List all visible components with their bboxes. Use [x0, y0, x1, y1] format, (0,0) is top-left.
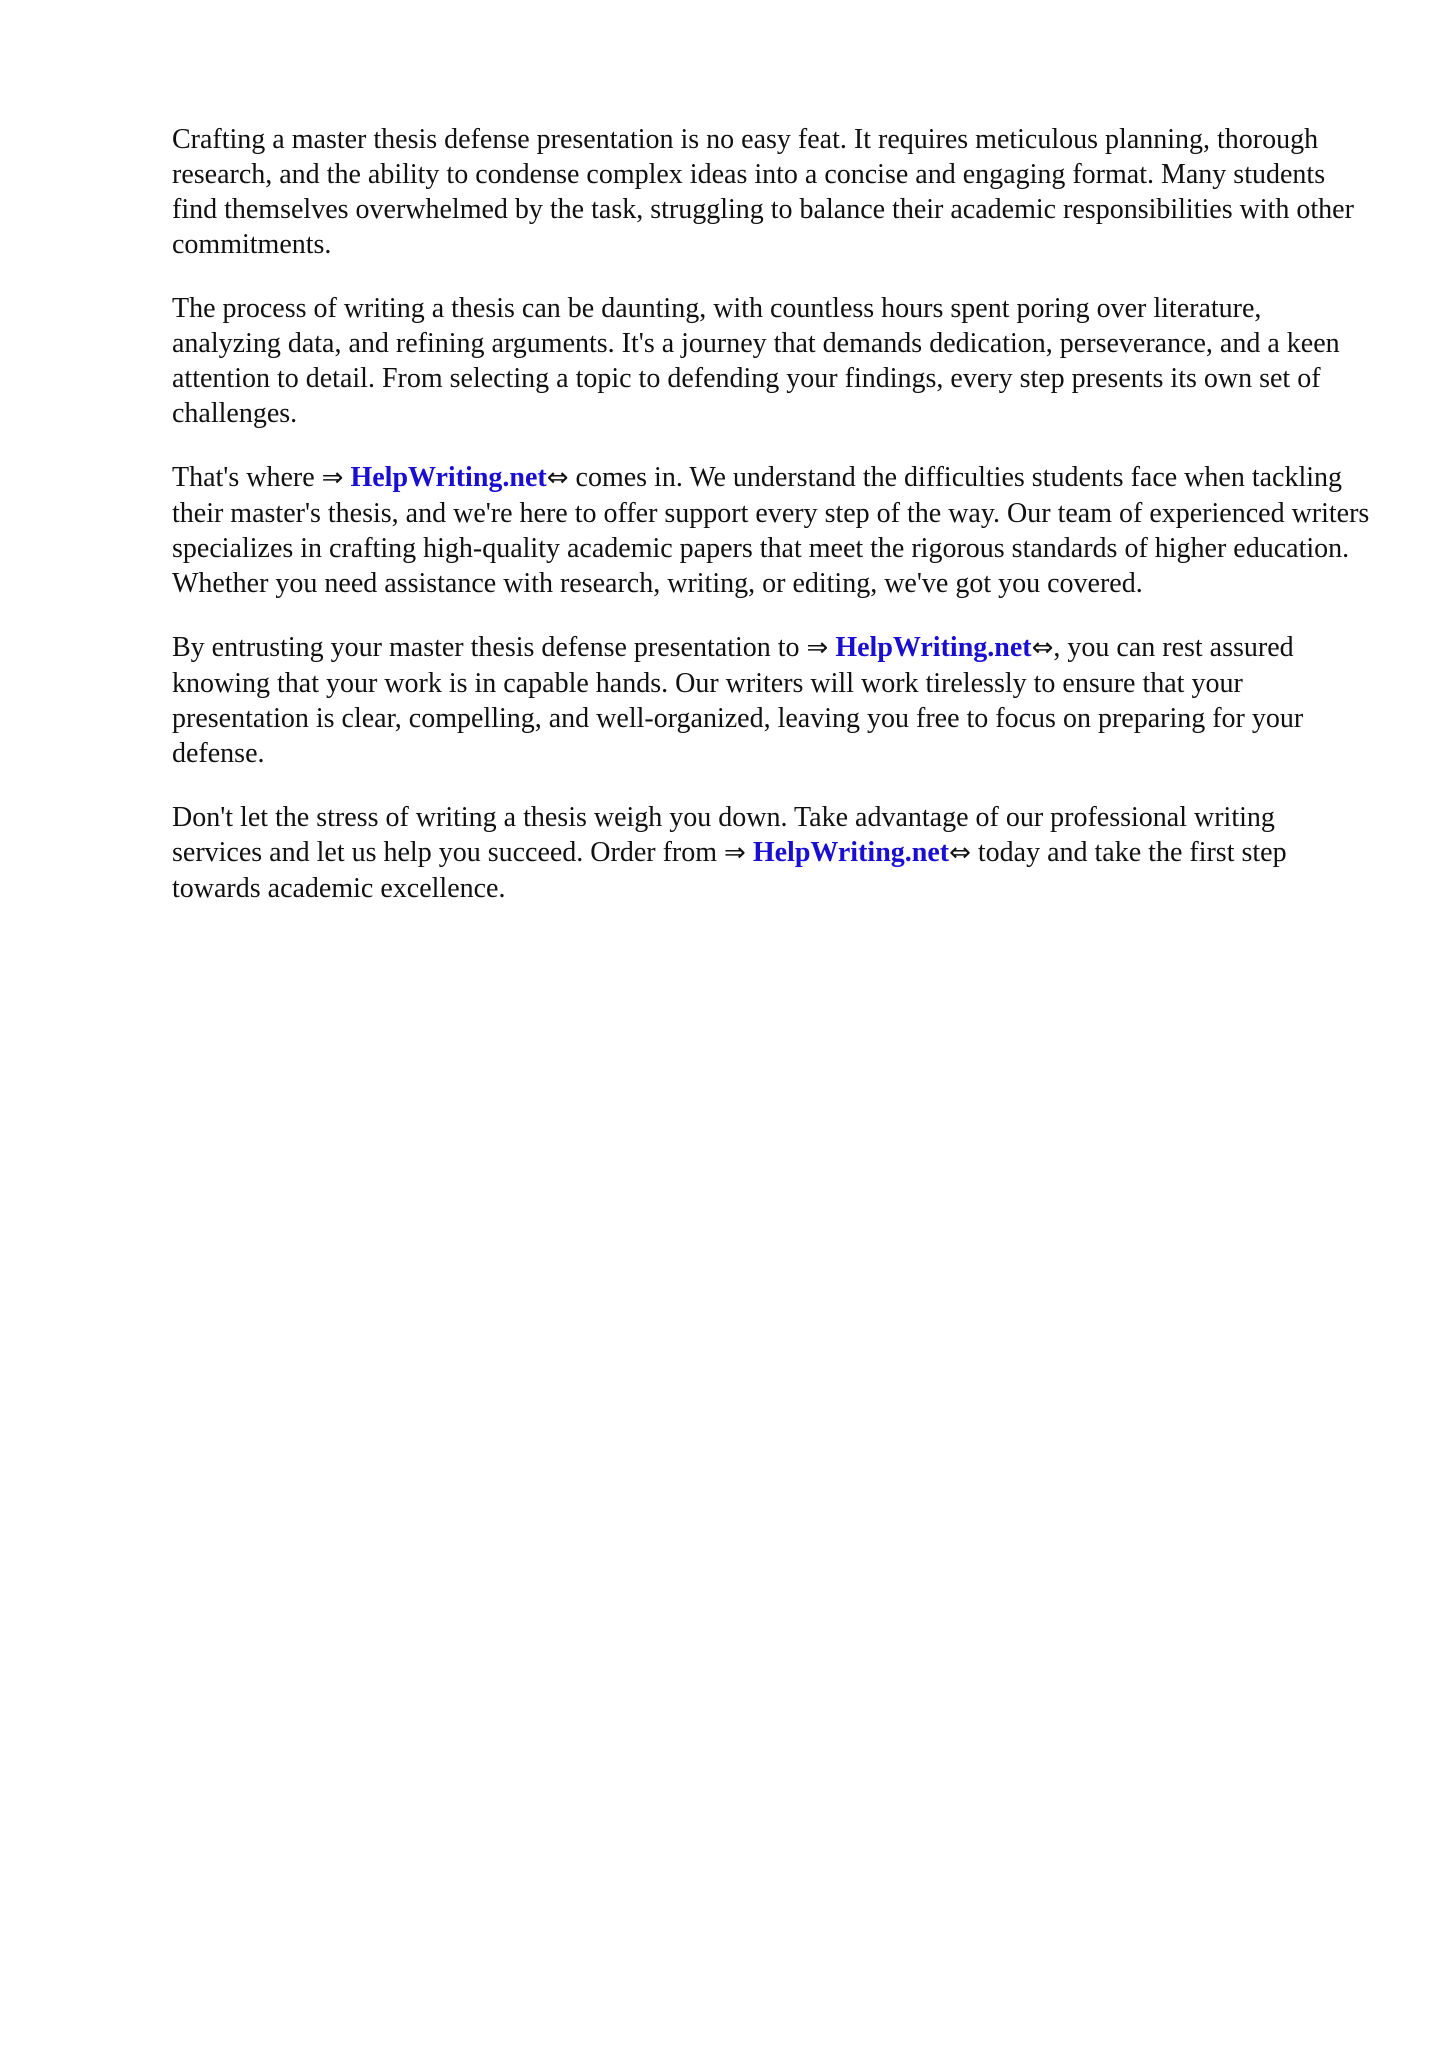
double-right-arrow-icon: ⇒: [321, 463, 344, 493]
document-body: [172, 122, 1372, 935]
paragraph-text-before: Don't let the stress of writing a thesis weigh you down. Take advantage of our professional writing services and let us help you succeed. Order from: [172, 802, 1275, 868]
double-left-right-arrow-icon: ⇔: [546, 463, 569, 493]
paragraph-call-to-action: [172, 800, 1372, 906]
paragraph-text-after: comes in. We understand the difficulties students face when tackling their master's thesis, and we're here to offer support every step of the way. Our team of experienced writers specializes in crafting high-quality academic papers that meet the rigorous standards of higher education. Whether you need assistance with research, writing, or editing, we've got you covered.: [172, 462, 1370, 599]
double-left-right-arrow-icon: ⇔: [1031, 633, 1054, 663]
double-right-arrow-icon: ⇒: [806, 633, 829, 663]
paragraph-text-after: today and take the first step towards academic excellence.: [172, 837, 1287, 904]
helpwriting-link[interactable]: HelpWriting.net: [752, 837, 950, 868]
paragraph-text-after: , you can rest assured knowing that your work is in capable hands. Our writers will work tirelessly to ensure that your presentation is clear, compelling, and well-organized, leaving you free to focus on preparing for your defense.: [172, 632, 1304, 769]
paragraph-intro: [172, 122, 1372, 262]
paragraph-text: The process of writing a thesis can be daunting, with countless hours spent poring over literature, analyzing data, and refining arguments. It's a journey that demands dedication, perseverance, and a keen attention to detail. From selecting a topic to defending your findings, every step presents its own set of challenges.: [172, 293, 1340, 429]
paragraph-service-intro: [172, 460, 1372, 601]
helpwriting-link[interactable]: HelpWriting.net: [350, 462, 547, 493]
paragraph-text: Crafting a master thesis defense presentation is no easy feat. It requires meticulous planning, thorough research, and the ability to condense complex ideas into a concise and engaging format. Many students find themselves overwhelmed by the task, struggling to balance their academic responsibilities with other commitments.: [172, 124, 1354, 260]
paragraph-entrusting: [172, 630, 1372, 771]
helpwriting-link[interactable]: HelpWriting.net: [835, 632, 1032, 663]
double-right-arrow-icon: ⇒: [724, 838, 746, 868]
paragraph-text-before: By entrusting your master thesis defense presentation to: [172, 632, 800, 663]
paragraph-process: [172, 291, 1372, 431]
double-left-right-arrow-icon: ⇔: [949, 838, 971, 868]
paragraph-text-before: That's where: [172, 462, 315, 493]
